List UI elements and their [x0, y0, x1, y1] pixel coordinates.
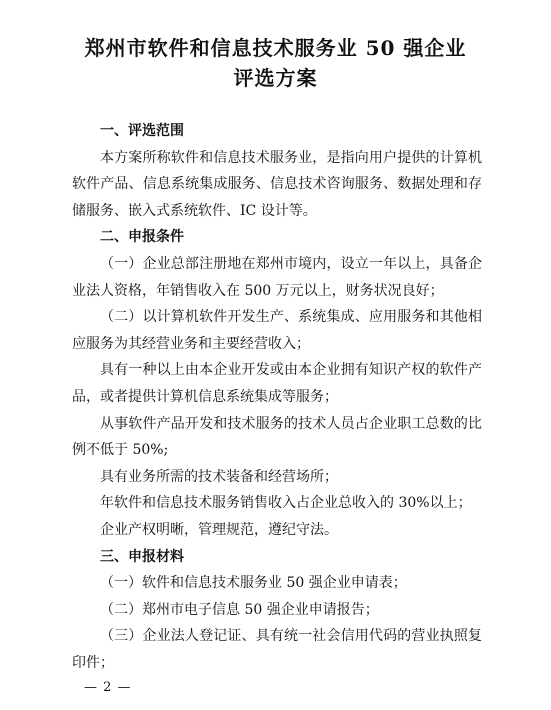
paragraph-condition-6: 年软件和信息技术服务销售收入占企业总收入的 30%以上；: [100, 495, 472, 512]
paragraph-material-1: （一）软件和信息技术服务业 50 强企业申请表；: [100, 575, 407, 592]
paragraph-material-3: （三）企业法人登记证、具有统一社会信用代码的营业执照复印件；: [72, 628, 482, 671]
section-heading-scope: 一、评选范围: [100, 123, 184, 139]
paragraph-condition-5: 具有业务所需的技术装备和经营场所；: [100, 468, 338, 485]
paragraph-condition-4: 从事软件产品开发和技术服务的技术人员占企业职工总数的比例不低于 50%;: [72, 415, 482, 459]
document-body: [72, 118, 482, 676]
document-title-line-1: 郑州市软件和信息技术服务业 50 强企业: [84, 36, 467, 60]
section-heading-materials: 三、申报材料: [100, 548, 184, 565]
section-heading-conditions: 二、申报条件: [100, 229, 184, 246]
paragraph-condition-7: 企业产权明晰，管理规范，遵纪守法。: [100, 521, 338, 538]
paragraph-condition-1: （一）企业总部注册地在郑州市境内，设立一年以上，具备企业法人资格，年销售收入在 500 万元以上，财务状况良好；: [72, 255, 482, 299]
paragraph-condition-2: （二）以计算机软件开发生产、系统集成、应用服务和其他相应服务为其经营业务和主要经营收入；: [72, 309, 482, 352]
page-number: — 2 —: [84, 680, 132, 695]
paragraph-condition-3: 具有一种以上由本企业开发或由本企业拥有知识产权的软件产品，或者提供计算机信息系统集成等服务；: [72, 362, 482, 405]
paragraph-scope-definition: 本方案所称软件和信息技术服务业，是指向用户提供的计算机软件产品、信息系统集成服务、信息技术咨询服务、数据处理和存储服务、嵌入式系统软件、IC 设计等。: [72, 149, 482, 219]
document-title-line-2: 评选方案: [233, 66, 318, 90]
paragraph-material-2: （二）郑州市电子信息 50 强企业申请报告；: [100, 601, 379, 618]
